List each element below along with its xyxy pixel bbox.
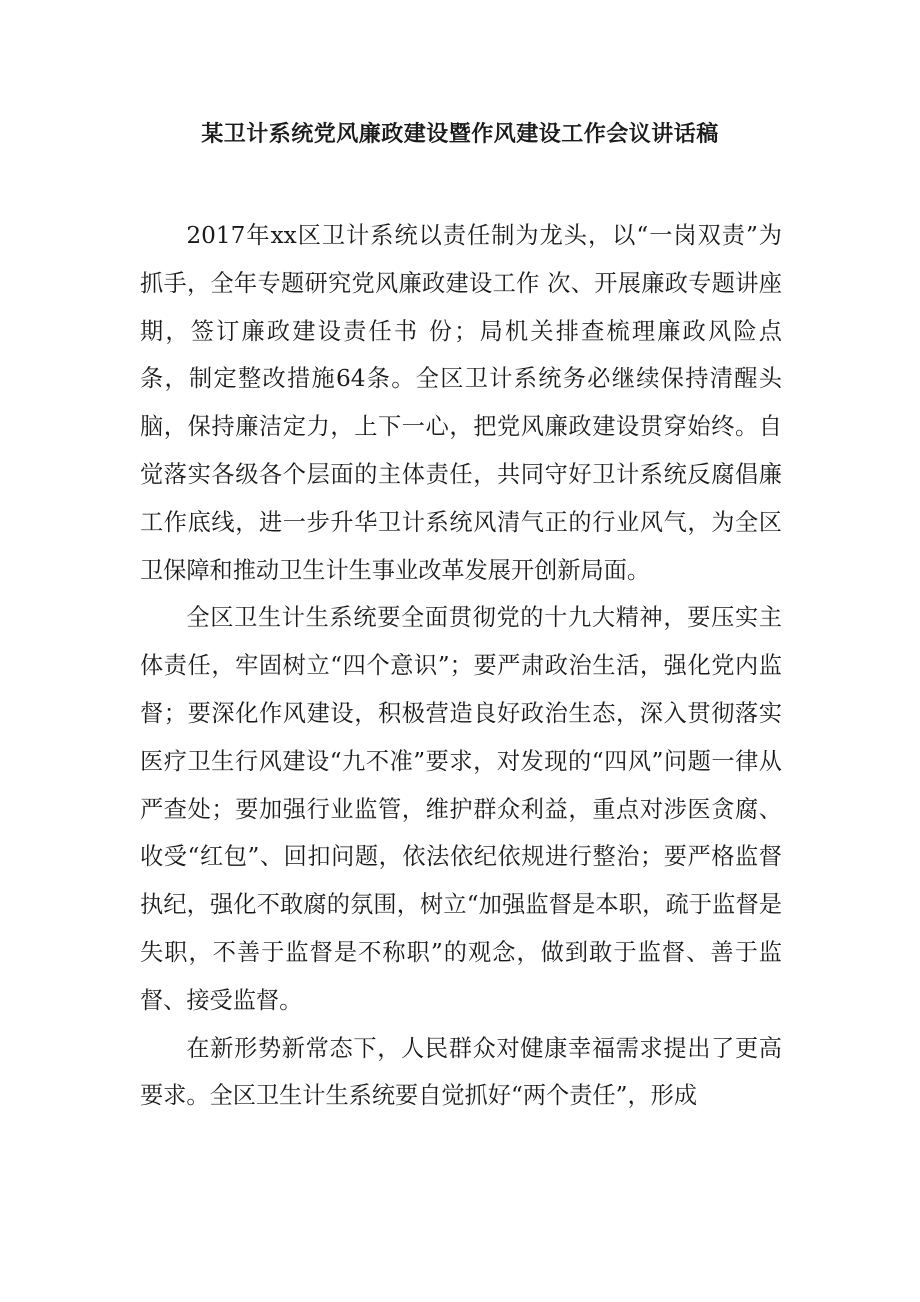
paragraph-3: 在新形势新常态下，人民群众对健康幸福需求提出了更高要求。全区卫生计生系统要自觉抓好“两个责任”，形成 <box>140 1034 782 1110</box>
paragraph-2: 全区卫生计生系统要全面贯彻党的十九大精神，要压实主体责任，牢固树立“四个意识”；要严肃政治生活，强化党内监督；要深化作风建设，积极营造良好政治生态，深入贯彻落实医疗卫生行风建设“九不准”要求，对发现的“四风”问题一律从严查处；要加强行业监管，维护群众利益，重点对涉医贪腐、收受“红包”、回扣问题，依法依纪依规进行整治；要严格监督执纪，强化不敢腐的氛围，树立“加强监督是本职，疏于监督是失职，不善于监督是不称职”的观念，做到敢于监督、善于监督、接受监督。 <box>140 604 782 1014</box>
document-title: 某卫计系统党风廉政建设暨作风建设工作会议讲话稿 <box>201 121 719 147</box>
paragraph-1: 2017年xx区卫计系统以责任制为龙头，以“一岗双责”为抓手，全年专题研究党风廉政建设工作 次、开展廉政专题讲座 期，签订廉政建设责任书 份；局机关排查梳理廉政风险点 条，制定整改措施64条。全区卫计系统务必继续保持清醒头脑，保持廉洁定力，上下一心，把党风廉政建设贯穿始终。自觉落实各级各个层面的主体责任，共同守好卫计系统反腐倡廉工作底线，进一步升华卫计系统风清气正的行业风气，为全区卫保障和推动卫生计生事业改革发展开创新局面。 <box>140 222 806 584</box>
document-body <box>140 212 806 1120</box>
